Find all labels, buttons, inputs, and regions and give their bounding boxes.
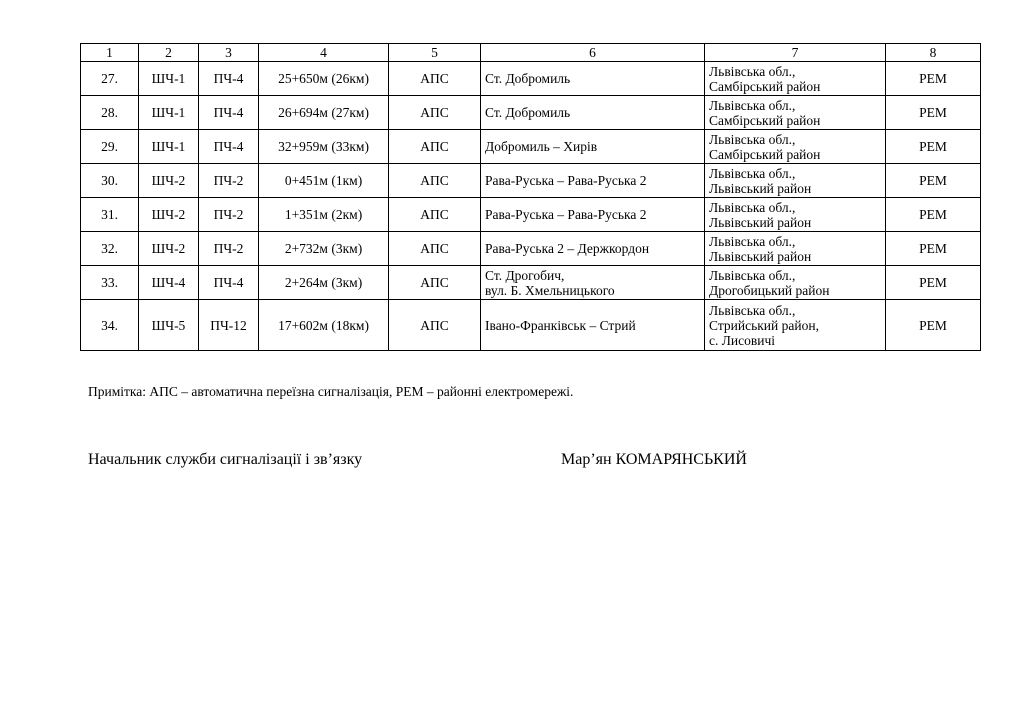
- location-line: Ст. Добромиль: [485, 71, 571, 86]
- rem-cell: РЕМ: [886, 266, 981, 300]
- location-cell: [481, 266, 705, 300]
- region-line: Самбірський район: [709, 112, 821, 128]
- pch-cell: ПЧ-12: [199, 300, 259, 351]
- rem-cell: РЕМ: [886, 130, 981, 164]
- kilometer-cell: 2+264м (3км): [259, 266, 389, 300]
- rem-cell: РЕМ: [886, 232, 981, 266]
- region-cell: [705, 164, 886, 198]
- shch-cell: ШЧ-4: [139, 266, 199, 300]
- rem-cell: РЕМ: [886, 164, 981, 198]
- location-line: Рава-Руська 2 – Держкордон: [485, 241, 650, 256]
- region-line: Львівський район: [709, 180, 812, 196]
- shch-cell: ШЧ-2: [139, 164, 199, 198]
- region-line: Львівська обл.,: [709, 97, 796, 113]
- location-cell: [481, 164, 705, 198]
- rem-cell: РЕМ: [886, 300, 981, 351]
- shch-cell: ШЧ-2: [139, 232, 199, 266]
- region-line: Дрогобицький район: [709, 282, 830, 298]
- pch-cell: ПЧ-2: [199, 198, 259, 232]
- header-col-8: 8: [886, 44, 981, 62]
- row-number-cell: 29.: [81, 130, 139, 164]
- region-line: Львівський район: [709, 248, 812, 264]
- shch-cell: ШЧ-2: [139, 198, 199, 232]
- crossing-type-cell: АПС: [389, 164, 481, 198]
- crossings-table: [80, 43, 981, 351]
- table-body: [81, 62, 981, 351]
- pch-cell: ПЧ-4: [199, 266, 259, 300]
- row-number-cell: 28.: [81, 96, 139, 130]
- signatory-name: Мар’ян КОМАРЯНСЬКИЙ: [561, 451, 747, 468]
- crossing-type-cell: АПС: [389, 300, 481, 351]
- region-cell: [705, 198, 886, 232]
- shch-cell: ШЧ-1: [139, 62, 199, 96]
- region-line: с. Лисовичі: [709, 332, 776, 348]
- kilometer-cell: 25+650м (26км): [259, 62, 389, 96]
- region-line: Львівська обл.,: [709, 233, 796, 249]
- header-col-3: 3: [199, 44, 259, 62]
- crossing-type-cell: АПС: [389, 232, 481, 266]
- region-cell: [705, 300, 886, 351]
- header-row: [81, 44, 981, 62]
- shch-cell: ШЧ-1: [139, 130, 199, 164]
- region-line: Львівська обл.,: [709, 131, 796, 147]
- rem-cell: РЕМ: [886, 96, 981, 130]
- region-line: Самбірський район: [709, 146, 821, 162]
- region-line: Львівський район: [709, 214, 812, 230]
- region-line: Самбірський район: [709, 78, 821, 94]
- table-row: [81, 62, 981, 96]
- row-number-cell: 34.: [81, 300, 139, 351]
- header-col-4: 4: [259, 44, 389, 62]
- header-col-7: 7: [705, 44, 886, 62]
- shch-cell: ШЧ-1: [139, 96, 199, 130]
- table-row: [81, 96, 981, 130]
- pch-cell: ПЧ-2: [199, 164, 259, 198]
- pch-cell: ПЧ-4: [199, 62, 259, 96]
- region-cell: [705, 62, 886, 96]
- region-line: Львівська обл.,: [709, 199, 796, 215]
- location-line: Івано-Франківськ – Стрий: [485, 317, 636, 333]
- location-cell: [481, 232, 705, 266]
- location-cell: [481, 300, 705, 351]
- table-row: [81, 300, 981, 351]
- header-col-1: 1: [81, 44, 139, 62]
- header-col-2: 2: [139, 44, 199, 62]
- pch-cell: ПЧ-4: [199, 130, 259, 164]
- location-line: Ст. Дрогобич,: [485, 267, 565, 283]
- crossing-type-cell: АПС: [389, 130, 481, 164]
- region-cell: [705, 232, 886, 266]
- location-line: Рава-Руська – Рава-Руська 2: [485, 173, 647, 188]
- signatory-position: Начальник служби сигналізації і зв’язку: [88, 451, 363, 468]
- location-line: вул. Б. Хмельницького: [485, 282, 615, 298]
- location-cell: [481, 62, 705, 96]
- location-cell: [481, 198, 705, 232]
- kilometer-cell: 0+451м (1км): [259, 164, 389, 198]
- region-cell: [705, 96, 886, 130]
- shch-cell: ШЧ-5: [139, 300, 199, 351]
- pch-cell: ПЧ-2: [199, 232, 259, 266]
- rem-cell: РЕМ: [886, 198, 981, 232]
- region-cell: [705, 266, 886, 300]
- crossing-type-cell: АПС: [389, 198, 481, 232]
- kilometer-cell: 26+694м (27км): [259, 96, 389, 130]
- region-line: Львівська обл.,: [709, 63, 796, 79]
- pch-cell: ПЧ-4: [199, 96, 259, 130]
- kilometer-cell: 2+732м (3км): [259, 232, 389, 266]
- location-line: Ст. Добромиль: [485, 105, 571, 120]
- header-col-6: 6: [481, 44, 705, 62]
- crossing-type-cell: АПС: [389, 266, 481, 300]
- region-line: Львівська обл.,: [709, 267, 796, 283]
- region-line: Львівська обл.,: [709, 302, 796, 318]
- row-number-cell: 32.: [81, 232, 139, 266]
- table-row: [81, 232, 981, 266]
- row-number-cell: 27.: [81, 62, 139, 96]
- table-row: [81, 198, 981, 232]
- table-row: [81, 130, 981, 164]
- row-number-cell: 33.: [81, 266, 139, 300]
- kilometer-cell: 17+602м (18км): [259, 300, 389, 351]
- region-cell: [705, 130, 886, 164]
- table-row: [81, 164, 981, 198]
- header-col-5: 5: [389, 44, 481, 62]
- location-line: Добромиль – Хирів: [485, 139, 598, 154]
- location-line: Рава-Руська – Рава-Руська 2: [485, 207, 647, 222]
- table-header: [81, 44, 981, 62]
- rem-cell: РЕМ: [886, 62, 981, 96]
- region-line: Львівська обл.,: [709, 165, 796, 181]
- region-line: Стрийський район,: [709, 317, 819, 333]
- location-cell: [481, 130, 705, 164]
- footnote: Примітка: АПС – автоматична переїзна сигналізація, РЕМ – районні електромережі.: [88, 384, 574, 399]
- kilometer-cell: 32+959м (33км): [259, 130, 389, 164]
- location-cell: [481, 96, 705, 130]
- table-row: [81, 266, 981, 300]
- crossing-type-cell: АПС: [389, 62, 481, 96]
- kilometer-cell: 1+351м (2км): [259, 198, 389, 232]
- row-number-cell: 31.: [81, 198, 139, 232]
- crossing-type-cell: АПС: [389, 96, 481, 130]
- row-number-cell: 30.: [81, 164, 139, 198]
